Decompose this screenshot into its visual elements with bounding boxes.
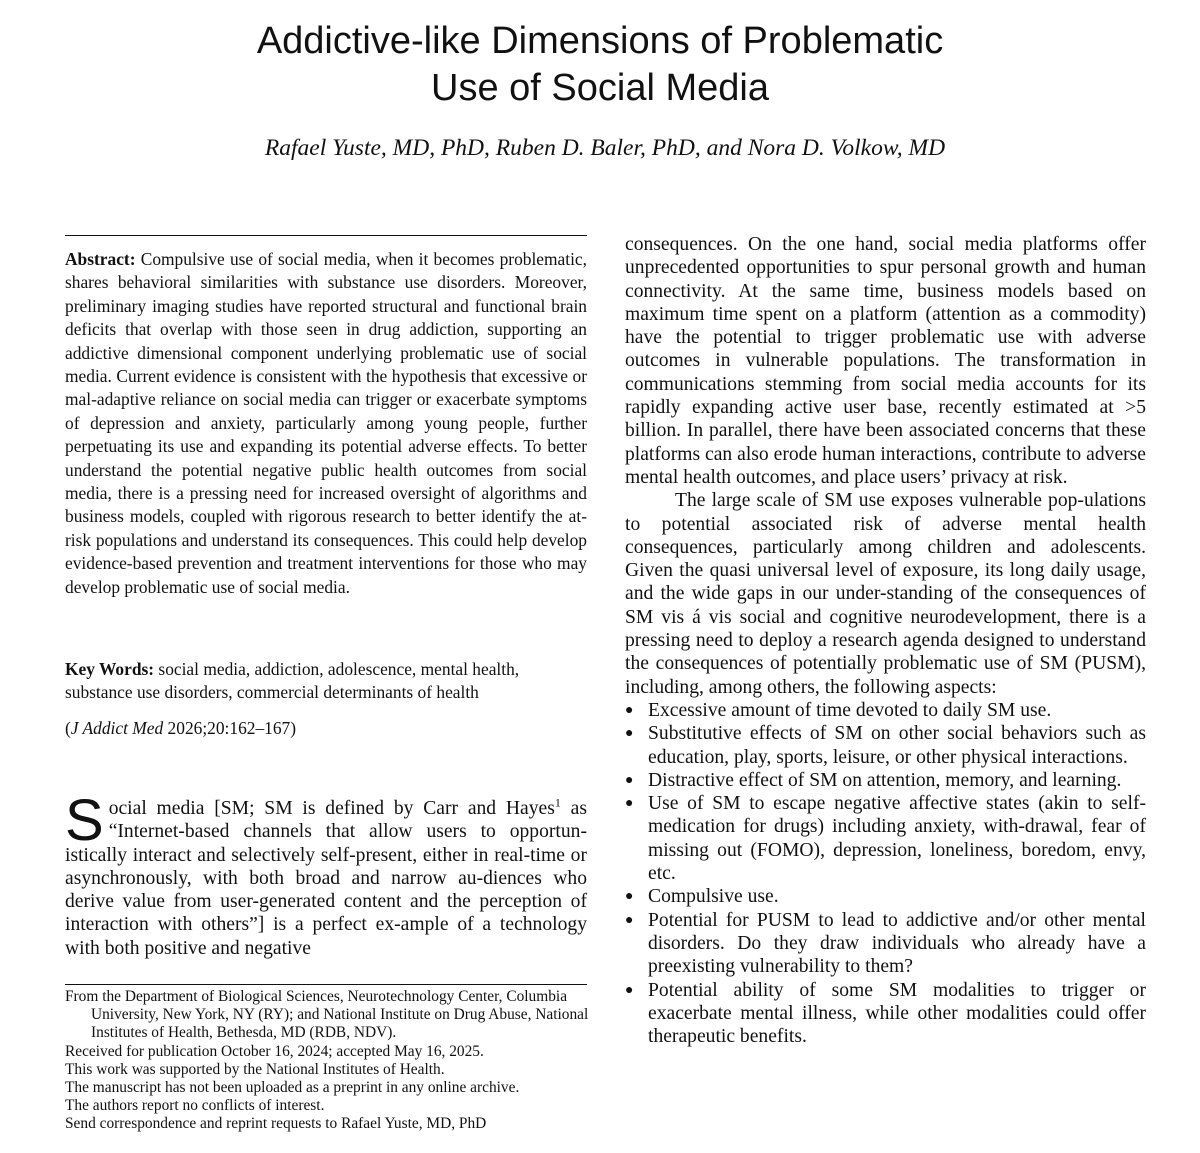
list-item-text: ● Substitutive effects of SM on other social behaviors such as education, play, sports, leisure, or other physical interactions. [648,723,1146,768]
list-item-text: ● Potential ability of some SM modalities to trigger or exacerbate mental illness, while other modalities could offer therapeutic benefits. [648,979,1146,1048]
citation-rest: 2026;20:162–167) [163,718,297,738]
list-item-text: ● Distractive effect of SM on attention, memory, and learning. [648,769,1122,791]
citation-open: ( [65,718,71,738]
article-title [0,18,1200,112]
keywords-label: Key Words: [65,659,155,679]
right-paragraph-2: The large scale of SM use exposes vulnerable pop-ulations to potential associated risk of adverse mental health consequences, particularly among children and adolescents. Given the quasi universal level of exposure, its long daily usage, and the wide gaps in our under-standing of the consequences of SM vis á vis social and cognitive neurodevelopment, there is a pressing need to deploy a research agenda designed to understand the consequences of potentially problematic use of SM (PUSM), including, among others, the following aspects: [625,490,1146,698]
intro-text-b: as “Internet-based channels that allow users to opportun-istically interact and selectively self-present, either in real-time or asynchronously, with both broad and narrow au-diences who derive value from user-generated content and the perception of interaction with others”] is a perfect ex-ample of a technology with both positive and negative [65,798,587,959]
list-item [625,979,1146,1049]
citation-journal: J Addict Med [70,718,164,738]
footnote-correspondence: Send correspondence and reprint requests to Rafael Yuste, MD, PhD [65,1115,487,1133]
abstract-top-rule [65,235,587,236]
intro-paragraph [65,788,587,960]
citation [65,716,587,740]
keywords [65,658,587,705]
intro-text-a: ocial media [SM; SM is defined by Carr and Hayes [108,798,555,819]
list-item-text: ● Excessive amount of time devoted to daily SM use. [648,699,1052,721]
list-item-text: ● Potential for PUSM to lead to addictive and/or other mental disorders. Do they draw individuals who already have a preexisting vulnerability to them? [648,909,1146,978]
footnote-conflicts: The authors report no conflicts of interest. [65,1097,325,1115]
footnote-received: Received for publication October 16, 2024; accepted May 16, 2025. [65,1042,484,1060]
abstract-text: Compulsive use of social media, when it becomes problematic, shares behavioral similarities with substance use disorders. Moreover, preliminary imaging studies have reported structural and functional brain deficits that overlap with those seen in drug addiction, supporting an addictive dimensional component underlying problematic use of social media. Current evidence is consistent with the hypothesis that excessive or mal-adaptive reliance on social media can trigger or exacerbate symptoms of depression and anxiety, particularly among young people, further perpetuating its use and expanding its potential adverse effects. To better understand the potential negative public health outcomes from social media, there is a pressing need for increased oversight of algorithms and business models, coupled with rigorous research to better identify the at-risk populations and understand its consequences. This could help develop evidence-based prevention and treatment interventions for those who may develop problematic use of social media. [65,249,587,597]
list-item [625,792,1146,885]
right-paragraph-1: consequences. On the one hand, social media platforms offer unprecedented opportunities to spur personal growth and human connectivity. At the same time, business models based on maximum time spent on a platform (attention as a commodity) have the potential to trigger problematic use with adverse outcomes in vulnerable populations. The transformation in communications stemming from social media accounts for its rapidly expanding active user base, recently estimated at >5 billion. In parallel, there have been associated concerns that these platforms can also erode human interactions, contribute to adverse mental health outcomes, and place users’ privacy at risk. [625,234,1146,488]
footnote-rule [65,984,587,985]
title-line-2: Use of Social Media [431,67,769,109]
abstract [65,248,587,599]
list-item [625,909,1146,979]
author-list: Rafael Yuste, MD, PhD, Ruben D. Baler, PhD, and Nora D. Volkow, MD [264,135,946,161]
footnote-funding: This work was supported by the National Institutes of Health. [65,1060,445,1078]
footnotes [65,988,625,1134]
list-item [625,769,1146,792]
aspects-list [625,699,1146,1048]
footnote-preprint: The manuscript has not been uploaded as a preprint in any online archive. [65,1079,520,1097]
footnote-affiliation: From the Department of Biological Sciences, Neurotechnology Center, Columbia University, New York, NY (RY); and National Institute on Drug Abuse, National Institutes of Health, Bethesda, MD (RDB, NDV). [65,988,589,1042]
abstract-label: Abstract: [65,249,136,269]
list-item [625,722,1146,769]
right-column [625,233,1146,1048]
keywords-text: social media, addiction, adolescence, mental health, substance use disorders, commercial determinants of health [65,659,520,703]
drop-cap: S [65,788,104,853]
list-item-text: ● Compulsive use. [648,886,779,908]
list-item [625,699,1146,722]
list-item-text: ● Use of SM to escape negative affective states (akin to self-medication for drugs) including anxiety, with-drawal, fear of missing out (FOMO), depression, loneliness, boredom, envy, etc. [648,793,1146,885]
title-line-1: Addictive-like Dimensions of Problematic [256,20,944,62]
list-item [625,885,1146,908]
reference-1[interactable]: 1 [554,795,561,810]
